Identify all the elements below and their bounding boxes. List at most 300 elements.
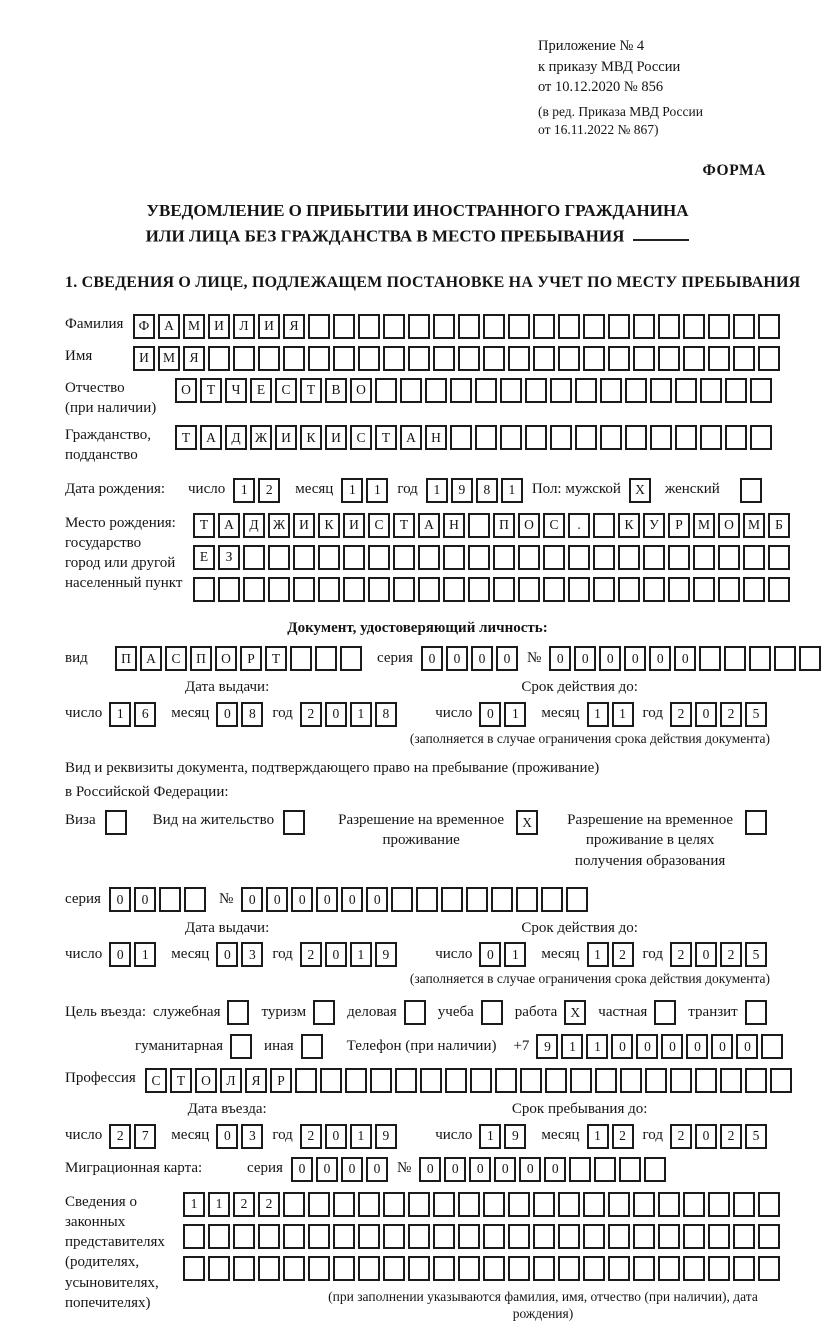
purpose-official-checkbox bbox=[227, 1000, 249, 1025]
birth-place-row1 bbox=[193, 513, 793, 538]
purpose-humanitarian-label: гуманитарная bbox=[135, 1037, 224, 1054]
form-cell: 2 bbox=[612, 1124, 634, 1149]
form-cell bbox=[708, 346, 730, 371]
form-cell bbox=[290, 646, 312, 671]
residence-doc-line2: в Российской Федерации: bbox=[65, 783, 229, 800]
residence-doc-dates bbox=[65, 919, 770, 968]
form-cell bbox=[718, 577, 740, 602]
form-cell bbox=[575, 378, 597, 403]
form-cell bbox=[594, 1157, 616, 1182]
form-cell: 0 bbox=[469, 1157, 491, 1182]
form-cell bbox=[758, 346, 780, 371]
form-cell bbox=[383, 314, 405, 339]
form-cell bbox=[408, 314, 430, 339]
representatives-row3 bbox=[183, 1256, 783, 1281]
form-cell bbox=[693, 545, 715, 570]
form-cell: Т bbox=[193, 513, 215, 538]
form-cell bbox=[543, 577, 565, 602]
visa-label: Виза bbox=[65, 812, 96, 829]
month-label: месяц bbox=[295, 481, 334, 498]
doc-issue-day-cells bbox=[109, 702, 159, 727]
form-cell bbox=[593, 513, 615, 538]
form-cell: Я bbox=[283, 314, 305, 339]
form-cell: Л bbox=[233, 314, 255, 339]
form-cell bbox=[508, 314, 530, 339]
form-cell bbox=[468, 545, 490, 570]
form-cell bbox=[600, 378, 622, 403]
form-cell: 0 bbox=[291, 887, 313, 912]
form-cell: 0 bbox=[599, 646, 621, 671]
form-cell bbox=[258, 1256, 280, 1281]
form-cell bbox=[293, 577, 315, 602]
form-cell bbox=[768, 577, 790, 602]
form-cell: М bbox=[183, 314, 205, 339]
form-cell bbox=[500, 425, 522, 450]
doc-series-cells bbox=[421, 646, 521, 671]
month-label: месяц bbox=[171, 705, 210, 722]
temp-residence-education-checkbox bbox=[745, 810, 767, 835]
form-cell bbox=[770, 1068, 792, 1093]
form-cell bbox=[683, 314, 705, 339]
doc-issue-month-cells bbox=[216, 702, 266, 727]
form-cell: У bbox=[643, 513, 665, 538]
form-cell bbox=[283, 346, 305, 371]
form-cell: 1 bbox=[561, 1034, 583, 1059]
patronymic-row bbox=[65, 378, 770, 419]
form-cell bbox=[543, 545, 565, 570]
form-cell bbox=[550, 425, 572, 450]
form-cell bbox=[483, 1192, 505, 1217]
form-cell bbox=[644, 1157, 666, 1182]
representatives-note: (при заполнении указываются фамилия, имя, отчество (при наличии), дата рождения) bbox=[328, 1288, 758, 1322]
form-cell bbox=[458, 314, 480, 339]
form-cell: 0 bbox=[544, 1157, 566, 1182]
form-cell bbox=[650, 425, 672, 450]
representatives-row1 bbox=[183, 1192, 783, 1217]
birth-place-row3 bbox=[193, 577, 793, 602]
form-cell bbox=[358, 314, 380, 339]
form-cell bbox=[315, 646, 337, 671]
form-cell: Т bbox=[375, 425, 397, 450]
form-cell: 0 bbox=[366, 1157, 388, 1182]
form-cell bbox=[345, 1068, 367, 1093]
form-cell: 0 bbox=[686, 1034, 708, 1059]
stay-until-heading: Срок пребывания до: bbox=[511, 1101, 648, 1118]
form-cell bbox=[708, 1192, 730, 1217]
form-cell bbox=[450, 378, 472, 403]
form-cell bbox=[525, 425, 547, 450]
given-name-cells bbox=[133, 346, 783, 371]
form-cell bbox=[395, 1068, 417, 1093]
form-cell: М bbox=[693, 513, 715, 538]
form-cell: П bbox=[115, 646, 137, 671]
form-cell: И bbox=[343, 513, 365, 538]
form-cell bbox=[733, 1224, 755, 1249]
day-label: число bbox=[435, 705, 473, 722]
form-cell bbox=[340, 646, 362, 671]
form-cell: А bbox=[158, 314, 180, 339]
form-cell bbox=[708, 314, 730, 339]
form-cell: Т bbox=[175, 425, 197, 450]
series-label: серия bbox=[247, 1160, 283, 1177]
form-cell: Я bbox=[245, 1068, 267, 1093]
doc-kind-label: вид bbox=[65, 649, 88, 666]
form-cell: 2 bbox=[109, 1124, 131, 1149]
form-cell: 0 bbox=[325, 702, 347, 727]
purpose-label: Цель въезда: bbox=[65, 1003, 146, 1020]
form-cell bbox=[408, 1224, 430, 1249]
form-cell: К bbox=[318, 513, 340, 538]
form-cell bbox=[708, 1256, 730, 1281]
phone-prefix: +7 bbox=[513, 1037, 530, 1054]
form-cell: 0 bbox=[325, 1124, 347, 1149]
form-cell bbox=[184, 887, 206, 912]
form-cell bbox=[569, 1157, 591, 1182]
identity-doc-heading: Документ, удостоверяющий личность: bbox=[287, 619, 548, 636]
form-cell bbox=[533, 1224, 555, 1249]
form-cell bbox=[343, 577, 365, 602]
day-label: число bbox=[435, 946, 473, 963]
form-cell: 0 bbox=[695, 942, 717, 967]
form-cell: 0 bbox=[736, 1034, 758, 1059]
form-cell: 1 bbox=[587, 1124, 609, 1149]
form-cell: 0 bbox=[109, 942, 131, 967]
form-cell: Д bbox=[225, 425, 247, 450]
doc-ref-edit-line: (в ред. Приказа МВД России bbox=[538, 103, 703, 119]
form-cell bbox=[320, 1068, 342, 1093]
form-cell: 1 bbox=[586, 1034, 608, 1059]
form-cell bbox=[233, 1224, 255, 1249]
form-cell: С bbox=[165, 646, 187, 671]
form-cell: 1 bbox=[233, 478, 255, 503]
form-cell bbox=[518, 545, 540, 570]
form-cell bbox=[608, 346, 630, 371]
doc-ref-line: от 10.12.2020 № 856 bbox=[538, 79, 664, 96]
form-cell: А bbox=[200, 425, 222, 450]
form-cell: К bbox=[300, 425, 322, 450]
representatives-row2 bbox=[183, 1224, 783, 1249]
form-cell bbox=[418, 545, 440, 570]
form-cell: 8 bbox=[375, 702, 397, 727]
form-cell: А bbox=[418, 513, 440, 538]
surname-label: Фамилия bbox=[65, 315, 124, 332]
day-label: число bbox=[65, 946, 103, 963]
form-cell: 2 bbox=[720, 942, 742, 967]
form-cell bbox=[593, 577, 615, 602]
form-cell bbox=[583, 1192, 605, 1217]
form-cell: Н bbox=[425, 425, 447, 450]
form-cell bbox=[393, 577, 415, 602]
form-cell bbox=[620, 1068, 642, 1093]
form-cell bbox=[466, 887, 488, 912]
year-label: год bbox=[272, 1127, 293, 1144]
form-cell: И bbox=[293, 513, 315, 538]
form-cell: 2 bbox=[670, 702, 692, 727]
doc-kind-cells bbox=[115, 646, 365, 671]
form-cell: . bbox=[568, 513, 590, 538]
month-label: месяц bbox=[171, 946, 210, 963]
form-cell bbox=[520, 1068, 542, 1093]
form-cell bbox=[575, 425, 597, 450]
form-cell bbox=[658, 1256, 680, 1281]
form-cell bbox=[283, 1192, 305, 1217]
form-cell: 1 bbox=[134, 942, 156, 967]
form-cell bbox=[508, 1192, 530, 1217]
form-cell bbox=[358, 346, 380, 371]
form-cell: 1 bbox=[504, 702, 526, 727]
sex-male-checkbox: X bbox=[629, 478, 651, 503]
form-cell: 3 bbox=[241, 942, 263, 967]
form-cell: 0 bbox=[661, 1034, 683, 1059]
form-cell: 1 bbox=[341, 478, 363, 503]
form-cell bbox=[774, 646, 796, 671]
form-cell: 0 bbox=[446, 646, 468, 671]
form-cell bbox=[700, 425, 722, 450]
validity-note: (заполняется в случае ограничения срока действия документа) bbox=[409, 730, 770, 746]
doc-valid-month-cells bbox=[587, 702, 637, 727]
form-cell bbox=[583, 1224, 605, 1249]
form-cell bbox=[566, 887, 588, 912]
form-cell: О bbox=[215, 646, 237, 671]
number-label: № bbox=[218, 890, 234, 907]
form-cell: И bbox=[325, 425, 347, 450]
form-cell bbox=[595, 1068, 617, 1093]
temp-residence-option bbox=[335, 810, 538, 851]
form-cell bbox=[675, 425, 697, 450]
form-cell bbox=[758, 1224, 780, 1249]
permit-valid-year-cells bbox=[670, 942, 770, 967]
identity-doc-row bbox=[65, 646, 770, 671]
form-cell bbox=[370, 1068, 392, 1093]
form-cell bbox=[668, 577, 690, 602]
form-cell bbox=[700, 378, 722, 403]
form-cell: 1 bbox=[504, 942, 526, 967]
form-cell bbox=[650, 378, 672, 403]
form-cell: 9 bbox=[504, 1124, 526, 1149]
form-cell bbox=[570, 1068, 592, 1093]
form-cell bbox=[683, 1192, 705, 1217]
temp-residence-education-label: Разрешение на временное проживание в целях получения образования bbox=[567, 812, 734, 869]
form-cell bbox=[708, 1224, 730, 1249]
form-cell bbox=[400, 378, 422, 403]
form-cell bbox=[675, 378, 697, 403]
permit-issue-year-cells bbox=[300, 942, 400, 967]
form-cell bbox=[243, 545, 265, 570]
doc-issue-year-cells bbox=[300, 702, 400, 727]
form-cell: 2 bbox=[233, 1192, 255, 1217]
form-cell: 2 bbox=[670, 942, 692, 967]
purpose-other-checkbox bbox=[301, 1034, 323, 1059]
year-label: год bbox=[642, 946, 663, 963]
form-cell: О bbox=[718, 513, 740, 538]
form-cell bbox=[699, 646, 721, 671]
doc-number-cells bbox=[549, 646, 824, 671]
form-cell bbox=[758, 1192, 780, 1217]
form-title-line1: УВЕДОМЛЕНИЕ О ПРИБЫТИИ ИНОСТРАННОГО ГРАЖДАНИНА bbox=[146, 201, 689, 221]
form-cell bbox=[558, 1192, 580, 1217]
form-cell: О bbox=[350, 378, 372, 403]
form-cell: Л bbox=[220, 1068, 242, 1093]
form-cell: 0 bbox=[341, 1157, 363, 1182]
entry-month-cells bbox=[216, 1124, 266, 1149]
residence-doc-series-row bbox=[65, 887, 770, 912]
form-cell bbox=[525, 378, 547, 403]
form-cell: Р bbox=[668, 513, 690, 538]
form-cell: 0 bbox=[134, 887, 156, 912]
doc-valid-day-cells bbox=[479, 702, 529, 727]
form-cell: М bbox=[743, 513, 765, 538]
form-cell: 0 bbox=[711, 1034, 733, 1059]
sex-female-label: женский bbox=[664, 481, 720, 498]
form-cell bbox=[233, 346, 255, 371]
day-label: число bbox=[65, 705, 103, 722]
form-cell: С bbox=[368, 513, 390, 538]
form-cell bbox=[208, 1256, 230, 1281]
form-cell bbox=[558, 346, 580, 371]
form-cell: 2 bbox=[258, 1192, 280, 1217]
form-cell: О bbox=[175, 378, 197, 403]
birth-year-cells bbox=[426, 478, 526, 503]
form-cell bbox=[441, 887, 463, 912]
form-cell: Е bbox=[193, 545, 215, 570]
visa-checkbox bbox=[105, 810, 127, 835]
form-cell bbox=[720, 1068, 742, 1093]
form-cell: 0 bbox=[216, 942, 238, 967]
form-cell: 0 bbox=[695, 702, 717, 727]
form-cell bbox=[695, 1068, 717, 1093]
form-cell: 0 bbox=[636, 1034, 658, 1059]
year-label: год bbox=[397, 481, 418, 498]
form-cell bbox=[283, 1224, 305, 1249]
form-cell bbox=[550, 378, 572, 403]
form-cell bbox=[658, 346, 680, 371]
purpose-business-checkbox bbox=[404, 1000, 426, 1025]
form-cell: 0 bbox=[496, 646, 518, 671]
form-cell bbox=[475, 425, 497, 450]
form-cell bbox=[183, 1224, 205, 1249]
form-cell bbox=[608, 1256, 630, 1281]
citizenship-row bbox=[65, 425, 770, 466]
month-label: месяц bbox=[541, 946, 580, 963]
residence-permit-label: Вид на жительство bbox=[152, 812, 275, 829]
form-cell: 9 bbox=[375, 942, 397, 967]
representatives-row bbox=[65, 1192, 770, 1323]
form-cell bbox=[425, 378, 447, 403]
form-cell bbox=[233, 1256, 255, 1281]
year-label: год bbox=[642, 1127, 663, 1144]
form-cell: 0 bbox=[611, 1034, 633, 1059]
form-cell bbox=[583, 1256, 605, 1281]
form-cell bbox=[268, 577, 290, 602]
form-cell bbox=[333, 1192, 355, 1217]
form-cell bbox=[491, 887, 513, 912]
form-cell bbox=[293, 545, 315, 570]
form-cell bbox=[408, 346, 430, 371]
form-cell: 0 bbox=[419, 1157, 441, 1182]
form-cell bbox=[668, 545, 690, 570]
form-cell bbox=[343, 545, 365, 570]
form-cell: А bbox=[400, 425, 422, 450]
migration-series-cells bbox=[291, 1157, 391, 1182]
form-title bbox=[65, 199, 770, 249]
form-cell bbox=[458, 1224, 480, 1249]
form-cell bbox=[670, 1068, 692, 1093]
form-cell: А bbox=[218, 513, 240, 538]
form-cell bbox=[693, 577, 715, 602]
form-cell bbox=[683, 1224, 705, 1249]
citizenship-label: Гражданство, подданство bbox=[65, 427, 152, 464]
form-cell bbox=[468, 513, 490, 538]
permit-issue-day-cells bbox=[109, 942, 159, 967]
form-cell bbox=[445, 1068, 467, 1093]
form-cell bbox=[308, 1224, 330, 1249]
form-cell: 0 bbox=[674, 646, 696, 671]
purpose-study-checkbox bbox=[481, 1000, 503, 1025]
form-cell bbox=[483, 1256, 505, 1281]
form-cell: Ж bbox=[268, 513, 290, 538]
form-cell bbox=[618, 545, 640, 570]
series-label: серия bbox=[377, 649, 413, 666]
form-cell bbox=[799, 646, 821, 671]
number-label: № bbox=[396, 1160, 412, 1177]
migration-card-label: Миграционная карта: bbox=[65, 1160, 203, 1177]
given-name-label: Имя bbox=[65, 347, 93, 364]
form-cell bbox=[433, 1192, 455, 1217]
form-cell bbox=[443, 545, 465, 570]
doc-ref-edit-line: от 16.11.2022 № 867) bbox=[538, 121, 659, 137]
form-cell bbox=[433, 314, 455, 339]
form-cell bbox=[545, 1068, 567, 1093]
form-cell bbox=[208, 1224, 230, 1249]
form-cell bbox=[258, 1224, 280, 1249]
form-cell: 9 bbox=[536, 1034, 558, 1059]
form-cell: 2 bbox=[670, 1124, 692, 1149]
form-cell bbox=[508, 346, 530, 371]
form-cell: 8 bbox=[476, 478, 498, 503]
form-cell: 1 bbox=[350, 1124, 372, 1149]
birth-date-row bbox=[65, 478, 770, 503]
form-cell bbox=[633, 1224, 655, 1249]
visa-option bbox=[65, 810, 127, 835]
form-cell: 1 bbox=[208, 1192, 230, 1217]
purpose-private-label: частная bbox=[598, 1003, 648, 1020]
form-cell: 6 bbox=[134, 702, 156, 727]
form-cell bbox=[443, 577, 465, 602]
form-cell bbox=[733, 346, 755, 371]
form-cell: 1 bbox=[350, 942, 372, 967]
birth-place-cells bbox=[193, 513, 793, 609]
stay-month-cells bbox=[587, 1124, 637, 1149]
entry-dates bbox=[65, 1100, 770, 1149]
birth-day-cells bbox=[233, 478, 283, 503]
form-cell bbox=[583, 314, 605, 339]
form-cell: 0 bbox=[325, 942, 347, 967]
form-cell: 2 bbox=[258, 478, 280, 503]
doc-valid-year-cells bbox=[670, 702, 770, 727]
form-cell: 1 bbox=[366, 478, 388, 503]
permit-valid-day-cells bbox=[479, 942, 529, 967]
form-cell bbox=[558, 1224, 580, 1249]
form-cell bbox=[243, 577, 265, 602]
form-cell bbox=[619, 1157, 641, 1182]
form-cell: Е bbox=[250, 378, 272, 403]
form-cell: 5 bbox=[745, 702, 767, 727]
form-cell: 0 bbox=[479, 942, 501, 967]
form-cell bbox=[608, 1224, 630, 1249]
stay-day-cells bbox=[479, 1124, 529, 1149]
entry-day-cells bbox=[109, 1124, 159, 1149]
form-cell: 2 bbox=[720, 1124, 742, 1149]
